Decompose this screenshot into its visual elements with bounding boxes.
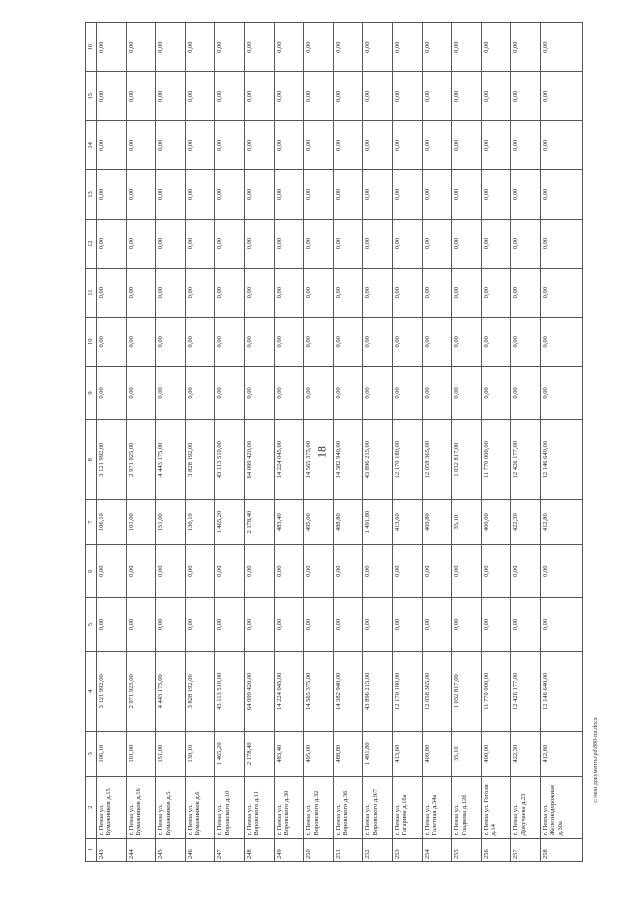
value-cell: 0,00 (156, 219, 186, 268)
value-cell: 0,00 (333, 23, 363, 72)
value-cell: 0,00 (156, 121, 186, 170)
address-cell: г. Пенза ул. Воровского д.11 (244, 776, 274, 838)
value-cell: 422,30 (511, 500, 541, 545)
value-cell: 0,00 (511, 23, 541, 72)
value-cell: 0,00 (422, 317, 452, 366)
row-number-cell: 256 (481, 838, 511, 861)
address-cell: г. Пенза ул. Бумажников д.15 (97, 776, 127, 838)
value-cell: 101,00 (126, 500, 156, 545)
value-cell: 0,00 (126, 121, 156, 170)
table-row (126, 23, 156, 862)
value-cell: 413,60 (392, 500, 422, 545)
address-cell: г. Пенза ул. Докучаева д.23 (511, 776, 541, 838)
value-cell: 0,00 (97, 268, 127, 317)
column-header: 15 (86, 72, 97, 121)
value-cell: 0,00 (333, 268, 363, 317)
value-cell: 0,00 (363, 268, 393, 317)
value-cell: 0,00 (215, 170, 245, 219)
value-cell: 0,00 (156, 23, 186, 72)
address-cell: г. Пенза ул. Воровского д.10 (215, 776, 245, 838)
column-header: 3 (86, 731, 97, 776)
value-cell: 0,00 (511, 366, 541, 419)
row-number-cell: 258 (540, 838, 582, 861)
value-cell: 0,00 (185, 72, 215, 121)
page-number: 18 (314, 446, 329, 458)
value-cell: 0,00 (540, 317, 582, 366)
value-cell: 0,00 (422, 268, 452, 317)
value-cell: 0,00 (392, 170, 422, 219)
value-cell: 0,00 (274, 23, 304, 72)
column-header: 5 (86, 598, 97, 651)
value-cell: 0,00 (422, 366, 452, 419)
table-row (511, 23, 541, 862)
value-cell: 0,00 (244, 598, 274, 651)
address-cell: г. Пенза ул. Галетная д.34а (422, 776, 452, 838)
value-cell: 0,00 (304, 170, 334, 219)
column-header: 16 (86, 23, 97, 72)
value-cell: 0,00 (392, 317, 422, 366)
row-number-cell: 251 (333, 838, 363, 861)
value-cell: 0,00 (97, 598, 127, 651)
value-cell: 0,00 (274, 366, 304, 419)
value-cell: 0,00 (511, 545, 541, 598)
value-cell: 0,00 (215, 598, 245, 651)
value-cell: 3 121 992,00 (97, 651, 127, 731)
value-cell: 0,00 (392, 545, 422, 598)
value-cell: 0,00 (452, 23, 482, 72)
value-cell: 0,00 (274, 598, 304, 651)
value-cell: 0,00 (97, 366, 127, 419)
address-cell: г. Пенза ул. Воровского д.36 (333, 776, 363, 838)
value-cell: 0,00 (481, 72, 511, 121)
row-number-cell: 248 (244, 838, 274, 861)
footer-file-path: c:\мои документы\pd\880-пп.docx (593, 717, 599, 803)
value-cell: 0,00 (452, 121, 482, 170)
table-row (274, 23, 304, 862)
value-cell: 0,00 (97, 219, 127, 268)
table-row (392, 23, 422, 862)
value-cell: 0,00 (304, 598, 334, 651)
table-row (304, 23, 334, 862)
address-cell: г. Пенза ул. Бумажников д.5 (156, 776, 186, 838)
column-header: 7 (86, 500, 97, 545)
value-cell: 0,00 (185, 366, 215, 419)
value-cell: 0,00 (422, 23, 452, 72)
address-cell: г. Пенза ул. Гоголя д.14 (481, 776, 511, 838)
value-cell: 495,00 (304, 731, 334, 776)
value-cell: 0,00 (215, 72, 245, 121)
value-cell: 0,00 (244, 317, 274, 366)
value-cell: 488,80 (333, 731, 363, 776)
value-cell: 0,00 (185, 598, 215, 651)
value-cell: 4 443 175,00 (156, 651, 186, 731)
value-cell: 0,00 (540, 23, 582, 72)
value-cell: 0,00 (215, 23, 245, 72)
value-cell: 11 770 000,00 (481, 420, 511, 500)
value-cell: 0,00 (452, 598, 482, 651)
value-cell: 0,00 (540, 219, 582, 268)
column-header: 14 (86, 121, 97, 170)
value-cell: 0,00 (126, 268, 156, 317)
address-cell: г. Пенза ул. Бумажников д.16 (126, 776, 156, 838)
value-cell: 0,00 (185, 545, 215, 598)
value-cell: 0,00 (304, 317, 334, 366)
value-cell: 0,00 (392, 366, 422, 419)
value-cell: 0,00 (392, 219, 422, 268)
value-cell: 0,00 (304, 545, 334, 598)
value-cell: 0,00 (126, 317, 156, 366)
column-header: 10 (86, 317, 97, 366)
table-body (97, 23, 583, 862)
row-number-cell: 253 (392, 838, 422, 861)
value-cell: 0,00 (97, 317, 127, 366)
value-cell: 409,80 (422, 500, 452, 545)
value-cell: 43 113 510,00 (215, 420, 245, 500)
column-header: 2 (86, 776, 97, 838)
value-cell: 0,00 (452, 170, 482, 219)
row-number-cell: 247 (215, 838, 245, 861)
value-cell: 2 178,40 (244, 500, 274, 545)
value-cell: 0,00 (274, 545, 304, 598)
value-cell: 0,00 (185, 219, 215, 268)
value-cell: 0,00 (274, 317, 304, 366)
value-cell: 0,00 (156, 72, 186, 121)
value-cell: 0,00 (481, 366, 511, 419)
value-cell: 12 146 640,00 (540, 651, 582, 731)
value-cell: 400,00 (481, 731, 511, 776)
data-table (85, 22, 583, 862)
value-cell: 0,00 (333, 317, 363, 366)
value-cell: 0,00 (215, 268, 245, 317)
value-cell: 0,00 (274, 121, 304, 170)
value-cell: 0,00 (185, 121, 215, 170)
value-cell: 0,00 (274, 268, 304, 317)
table-row (156, 23, 186, 862)
value-cell: 0,00 (422, 598, 452, 651)
value-cell: 0,00 (244, 545, 274, 598)
value-cell: 2 178,40 (244, 731, 274, 776)
value-cell: 0,00 (540, 268, 582, 317)
value-cell: 101,00 (126, 731, 156, 776)
value-cell: 0,00 (363, 170, 393, 219)
value-cell: 0,00 (185, 23, 215, 72)
value-cell: 0,00 (215, 366, 245, 419)
value-cell: 0,00 (274, 219, 304, 268)
value-cell: 0,00 (481, 268, 511, 317)
value-cell: 0,00 (333, 219, 363, 268)
value-cell: 0,00 (363, 23, 393, 72)
value-cell: 2 971 925,00 (126, 420, 156, 500)
column-header: 9 (86, 366, 97, 419)
column-header: 6 (86, 545, 97, 598)
value-cell: 0,00 (452, 268, 482, 317)
value-cell: 14 382 940,00 (333, 651, 363, 731)
value-cell: 0,00 (481, 317, 511, 366)
value-cell: 0,00 (215, 121, 245, 170)
value-cell: 0,00 (156, 366, 186, 419)
value-cell: 151,00 (156, 731, 186, 776)
value-cell: 0,00 (244, 121, 274, 170)
value-cell: 0,00 (511, 72, 541, 121)
value-cell: 12 058 365,00 (422, 651, 452, 731)
value-cell: 3 828 192,00 (185, 420, 215, 500)
value-cell: 0,00 (363, 219, 393, 268)
table-row (452, 23, 482, 862)
value-cell: 14 382 940,00 (333, 420, 363, 500)
value-cell: 409,80 (422, 731, 452, 776)
value-cell: 0,00 (392, 598, 422, 651)
value-cell: 483,40 (274, 731, 304, 776)
row-number-cell: 245 (156, 838, 186, 861)
value-cell: 14 224 045,00 (274, 420, 304, 500)
column-header: 1 (86, 838, 97, 861)
value-cell: 422,30 (511, 731, 541, 776)
column-header: 8 (86, 420, 97, 500)
value-cell: 0,00 (215, 219, 245, 268)
value-cell: 0,00 (511, 219, 541, 268)
value-cell: 0,00 (244, 366, 274, 419)
value-cell: 0,00 (363, 121, 393, 170)
value-cell: 0,00 (481, 23, 511, 72)
value-cell: 0,00 (363, 598, 393, 651)
value-cell: 0,00 (363, 72, 393, 121)
value-cell: 43 896 215,00 (363, 651, 393, 731)
value-cell: 0,00 (304, 366, 334, 419)
value-cell: 0,00 (126, 598, 156, 651)
row-number-cell: 243 (97, 838, 127, 861)
value-cell: 0,00 (540, 121, 582, 170)
column-header: 4 (86, 651, 97, 731)
value-cell: 130,10 (185, 500, 215, 545)
value-cell: 0,00 (452, 545, 482, 598)
value-cell: 0,00 (304, 23, 334, 72)
value-cell: 0,00 (392, 268, 422, 317)
value-cell: 12 426 177,00 (511, 420, 541, 500)
value-cell: 0,00 (185, 317, 215, 366)
value-cell: 0,00 (333, 121, 363, 170)
value-cell: 483,40 (274, 500, 304, 545)
value-cell: 43 113 510,00 (215, 651, 245, 731)
value-cell: 12 170 180,00 (392, 651, 422, 731)
value-cell: 412,80 (540, 731, 582, 776)
value-cell: 0,00 (126, 23, 156, 72)
value-cell: 0,00 (363, 366, 393, 419)
row-number-cell: 246 (185, 838, 215, 861)
value-cell: 0,00 (422, 219, 452, 268)
value-cell: 0,00 (97, 72, 127, 121)
value-cell: 0,00 (481, 545, 511, 598)
value-cell: 0,00 (452, 366, 482, 419)
value-cell: 0,00 (185, 268, 215, 317)
value-cell: 0,00 (540, 545, 582, 598)
table-row (97, 23, 127, 862)
value-cell: 3 121 992,00 (97, 420, 127, 500)
value-cell: 0,00 (333, 545, 363, 598)
value-cell: 0,00 (156, 170, 186, 219)
value-cell: 12 058 365,00 (422, 420, 452, 500)
table-row (481, 23, 511, 862)
address-cell: г. Пенза ул. Железнодорожная д.30а (540, 776, 582, 838)
value-cell: 0,00 (422, 545, 452, 598)
value-cell: 0,00 (333, 170, 363, 219)
value-cell: 0,00 (156, 545, 186, 598)
value-cell: 0,00 (511, 317, 541, 366)
value-cell: 0,00 (540, 598, 582, 651)
value-cell: 0,00 (274, 72, 304, 121)
value-cell: 0,00 (304, 268, 334, 317)
value-cell: 0,00 (511, 170, 541, 219)
row-number-cell: 255 (452, 838, 482, 861)
value-cell: 0,00 (392, 23, 422, 72)
value-cell: 0,00 (97, 121, 127, 170)
row-number-cell: 244 (126, 838, 156, 861)
value-cell: 0,00 (392, 72, 422, 121)
value-cell: 14 565 375,00 (304, 420, 334, 500)
value-cell: 0,00 (481, 598, 511, 651)
value-cell: 0,00 (363, 545, 393, 598)
value-cell: 0,00 (304, 121, 334, 170)
value-cell: 43 896 215,00 (363, 420, 393, 500)
value-cell: 0,00 (244, 219, 274, 268)
value-cell: 2 971 925,00 (126, 651, 156, 731)
value-cell: 1 491,80 (363, 731, 393, 776)
table-row (244, 23, 274, 862)
address-cell: г. Пенза ул. Гладкова д.12б (452, 776, 482, 838)
value-cell: 1 032 817,00 (452, 651, 482, 731)
value-cell: 0,00 (481, 219, 511, 268)
value-cell: 0,00 (156, 268, 186, 317)
value-cell: 14 224 045,00 (274, 651, 304, 731)
value-cell: 0,00 (540, 366, 582, 419)
address-cell: г. Пенза ул. Гагарина д.16а (392, 776, 422, 838)
row-number-cell: 257 (511, 838, 541, 861)
row-number-cell: 254 (422, 838, 452, 861)
value-cell: 35,10 (452, 731, 482, 776)
value-cell: 64 099 420,00 (244, 420, 274, 500)
address-cell: г. Пенза ул. Воровского д.32 (304, 776, 334, 838)
value-cell: 0,00 (333, 598, 363, 651)
row-number-cell: 250 (304, 838, 334, 861)
address-cell: г. Пенза ул. Воровского д.30 (274, 776, 304, 838)
value-cell: 106,10 (97, 500, 127, 545)
column-header: 12 (86, 219, 97, 268)
row-number-cell: 249 (274, 838, 304, 861)
value-cell: 0,00 (304, 219, 334, 268)
value-cell: 3 828 192,00 (185, 651, 215, 731)
value-cell: 106,10 (97, 731, 127, 776)
value-cell: 0,00 (481, 170, 511, 219)
value-cell: 0,00 (244, 23, 274, 72)
value-cell: 151,00 (156, 500, 186, 545)
value-cell: 0,00 (540, 72, 582, 121)
value-cell: 0,00 (363, 317, 393, 366)
value-cell: 400,00 (481, 500, 511, 545)
value-cell: 0,00 (126, 545, 156, 598)
value-cell: 0,00 (97, 23, 127, 72)
value-cell: 64 099 420,00 (244, 651, 274, 731)
address-cell: г. Пенза ул. Бумажников д.6 (185, 776, 215, 838)
value-cell: 0,00 (511, 598, 541, 651)
value-cell: 12 146 640,00 (540, 420, 582, 500)
value-cell: 14 565 375,00 (304, 651, 334, 731)
value-cell: 1 032 817,00 (452, 420, 482, 500)
table-row (333, 23, 363, 862)
value-cell: 0,00 (452, 72, 482, 121)
value-cell: 0,00 (185, 170, 215, 219)
value-cell: 12 426 177,00 (511, 651, 541, 731)
value-cell: 0,00 (333, 72, 363, 121)
value-cell: 0,00 (452, 219, 482, 268)
value-cell: 0,00 (422, 170, 452, 219)
table-row (422, 23, 452, 862)
value-cell: 0,00 (126, 170, 156, 219)
table-row (363, 23, 393, 862)
value-cell: 0,00 (422, 121, 452, 170)
value-cell: 0,00 (511, 121, 541, 170)
value-cell: 0,00 (244, 72, 274, 121)
value-cell: 1 491,80 (363, 500, 393, 545)
value-cell: 0,00 (244, 268, 274, 317)
value-cell: 0,00 (126, 366, 156, 419)
table-row (185, 23, 215, 862)
value-cell: 488,80 (333, 500, 363, 545)
address-cell: г. Пенза ул. Воровского д.9/7 (363, 776, 393, 838)
value-cell: 495,00 (304, 500, 334, 545)
column-header: 13 (86, 170, 97, 219)
value-cell: 0,00 (511, 268, 541, 317)
value-cell: 12 170 180,00 (392, 420, 422, 500)
value-cell: 0,00 (156, 317, 186, 366)
value-cell: 0,00 (244, 170, 274, 219)
value-cell: 35,10 (452, 500, 482, 545)
table-row (215, 23, 245, 862)
value-cell: 0,00 (156, 598, 186, 651)
value-cell: 0,00 (452, 317, 482, 366)
value-cell: 0,00 (540, 170, 582, 219)
value-cell: 0,00 (126, 72, 156, 121)
value-cell: 1 465,20 (215, 731, 245, 776)
row-number-cell: 252 (363, 838, 393, 861)
value-cell: 0,00 (481, 121, 511, 170)
value-cell: 412,80 (540, 500, 582, 545)
value-cell: 130,10 (185, 731, 215, 776)
table-container (85, 22, 583, 862)
column-header: 11 (86, 268, 97, 317)
table-header (86, 23, 97, 862)
value-cell: 0,00 (126, 219, 156, 268)
value-cell: 413,60 (392, 731, 422, 776)
value-cell: 11 770 000,00 (481, 651, 511, 731)
value-cell: 0,00 (97, 170, 127, 219)
value-cell: 4 443 175,00 (156, 420, 186, 500)
value-cell: 0,00 (215, 545, 245, 598)
value-cell: 0,00 (304, 72, 334, 121)
value-cell: 0,00 (392, 121, 422, 170)
value-cell: 1 465,20 (215, 500, 245, 545)
table-row (540, 23, 582, 862)
value-cell: 0,00 (97, 545, 127, 598)
value-cell: 0,00 (422, 72, 452, 121)
value-cell: 0,00 (215, 317, 245, 366)
value-cell: 0,00 (333, 366, 363, 419)
value-cell: 0,00 (274, 170, 304, 219)
